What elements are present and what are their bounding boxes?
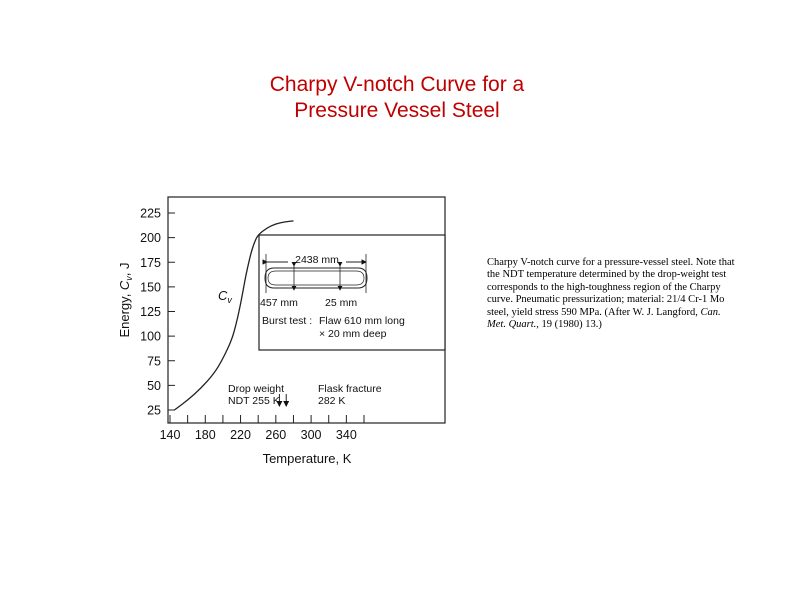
y-tick-label: 50 bbox=[147, 378, 161, 393]
caption-text: Charpy V-notch curve for a pressure-vessel steel. Note that the NDT temperature determined by the drop-weight test corresponds to the high-toughness region of the Charpy curve. Pneumatic pressurization; material: 21/4 Cr-1 Mo steel, yield stress 590 MPa. (After W. J. Langford, bbox=[487, 257, 735, 318]
length-label: 2438 mm bbox=[295, 254, 339, 266]
slide-title-line-1: Charpy V-notch Curve for a bbox=[269, 73, 525, 96]
vessel-inset bbox=[259, 235, 445, 350]
caption-journal: Can. Met. Quart. bbox=[487, 306, 721, 331]
x-tick-label: 140 bbox=[159, 428, 181, 442]
y-tick-label: 175 bbox=[140, 255, 161, 270]
x-tick-label: 220 bbox=[230, 428, 251, 442]
diameter-label: 457 mm bbox=[260, 297, 298, 309]
flask-fracture-temp-label: 282 K bbox=[318, 395, 346, 407]
y-tick-label: 225 bbox=[140, 206, 161, 221]
y-axis-label: Energy, $C_v$, J bbox=[117, 262, 134, 338]
x-tick-label: 340 bbox=[335, 428, 357, 442]
drop-weight-label: Drop weight bbox=[228, 383, 285, 395]
y-tick-label: 200 bbox=[140, 231, 161, 246]
ndt-annotation bbox=[228, 383, 284, 407]
x-tick-label: 300 bbox=[300, 428, 322, 442]
flask-fracture-label: Flask fracture bbox=[318, 383, 382, 395]
slide-title-line-2: Pressure Vessel Steel bbox=[294, 99, 500, 122]
y-tick-label: 75 bbox=[147, 354, 161, 369]
x-axis-label: Temperature, K bbox=[262, 451, 352, 466]
ndt-label: NDT 255 K bbox=[228, 395, 280, 407]
cv-curve-label: $C_v$ bbox=[218, 288, 232, 305]
y-tick-label: 150 bbox=[140, 280, 161, 295]
y-tick-label: 100 bbox=[140, 329, 161, 344]
x-tick-label: 180 bbox=[194, 428, 216, 442]
caption-citation: , 19 (1980) 13.) bbox=[536, 319, 602, 331]
wall-label: 25 mm bbox=[325, 297, 358, 309]
x-tick-label: 260 bbox=[265, 428, 287, 442]
burst-test-label: Burst test : bbox=[262, 315, 313, 327]
flaw-line-1: Flaw 610 mm long bbox=[319, 315, 405, 327]
flaw-line-2: × 20 mm deep bbox=[319, 328, 387, 340]
figure-caption bbox=[487, 257, 742, 331]
y-tick-label: 25 bbox=[147, 403, 161, 418]
y-tick-label: 125 bbox=[140, 305, 161, 319]
